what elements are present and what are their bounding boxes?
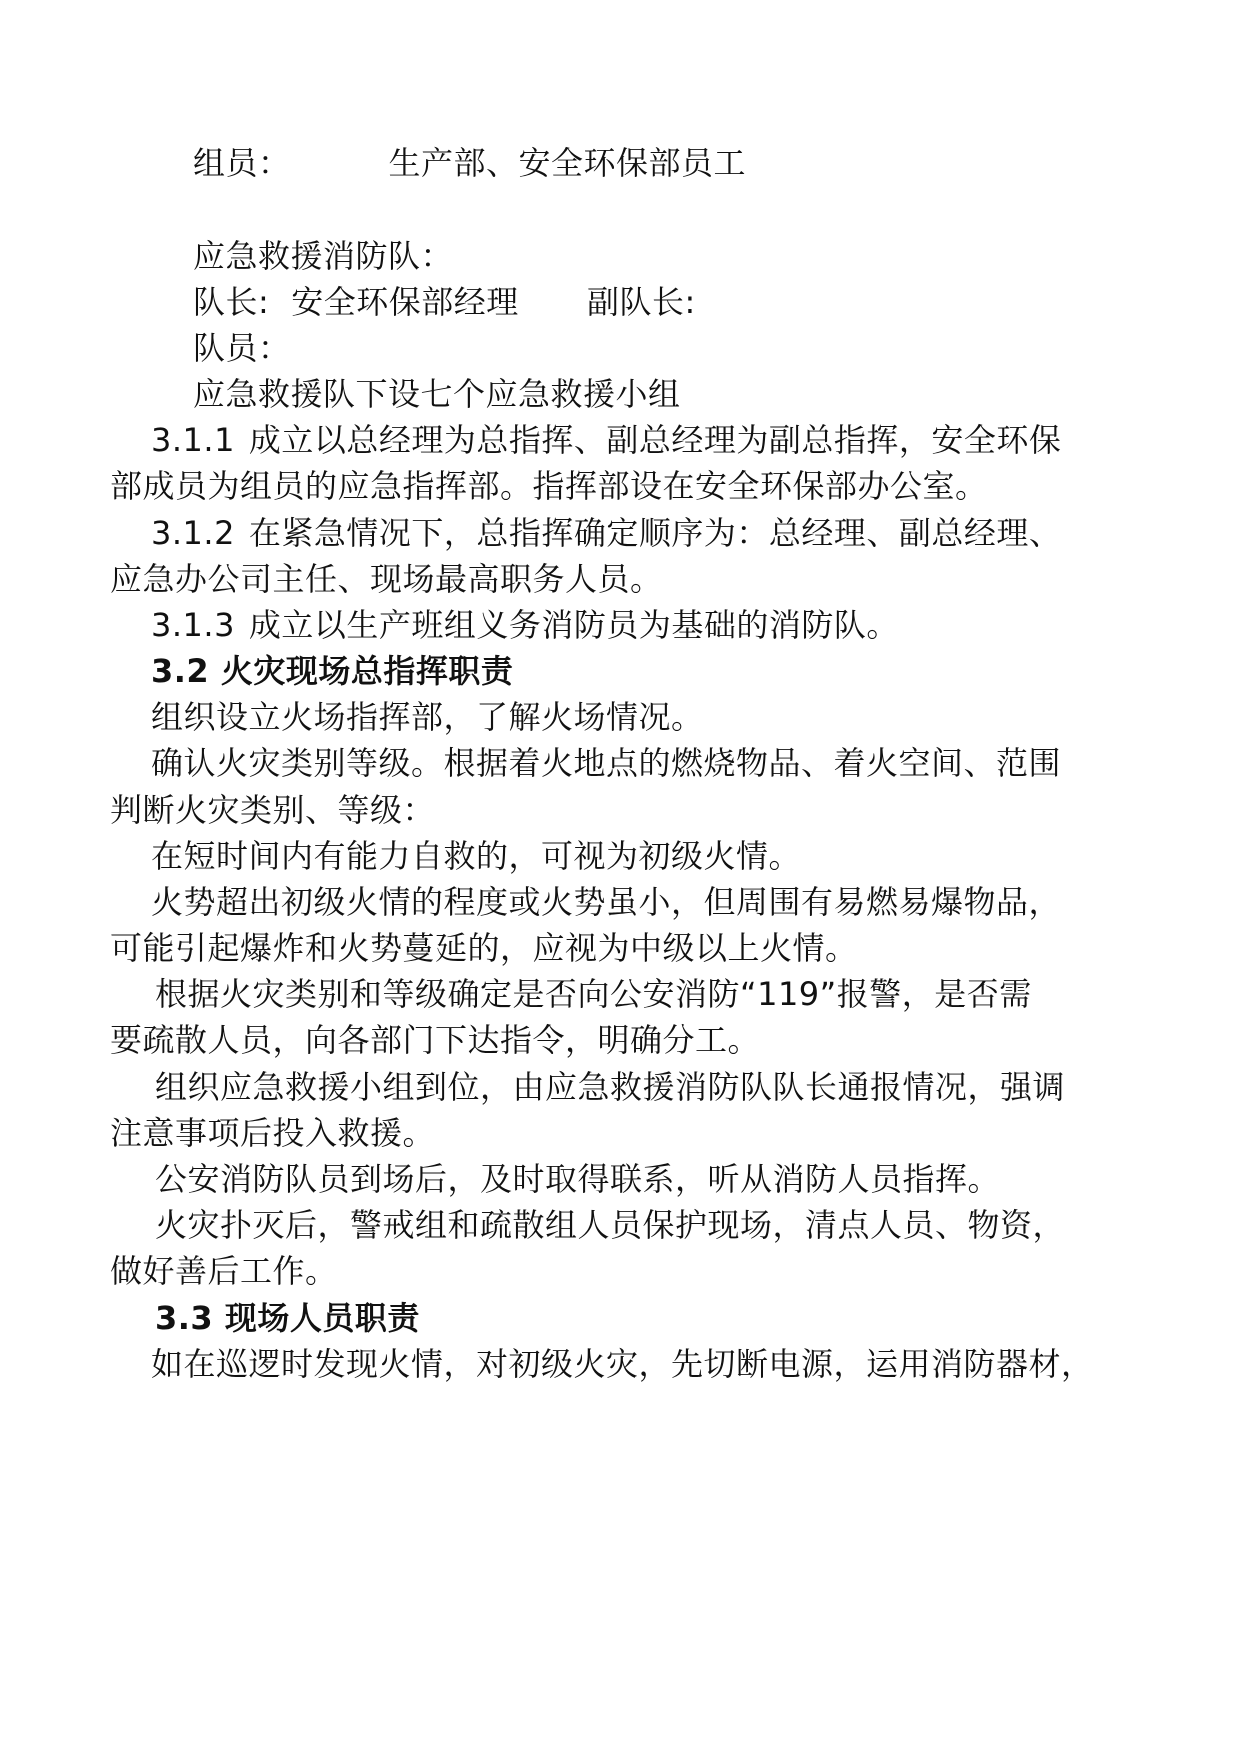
rescue-groups-text: 应急救援队下设七个应急救援小组 <box>193 375 681 413</box>
paragraph-line: 根据火灾类别和等级确定是否向公安消防“119”报警，是否需 <box>155 975 1032 1013</box>
section-3-1-1-line1: 3.1.1 成立以总经理为总指挥、副总经理为副总指挥，安全环保 <box>151 421 1062 459</box>
section-3-1-2-line1: 3.1.2 在紧急情况下，总指挥确定顺序为：总经理、副总经理、 <box>151 514 1062 552</box>
members-line <box>193 143 746 183</box>
section-3-1-2-line2: 应急办公司主任、现场最高职务人员。 <box>110 560 663 598</box>
paragraph-line: 火势超出初级火情的程度或火势虽小，但周围有易燃易爆物品， <box>151 883 1062 921</box>
section-3-1-3-number: 3.1.3 <box>151 606 235 644</box>
paragraph-line: 注意事项后投入救援。 <box>110 1114 436 1152</box>
section-heading-3-2: 3.2 火灾现场总指挥职责 <box>151 652 514 690</box>
section-3-1-2-number: 3.1.2 <box>151 514 235 552</box>
paragraph-line: 如在巡逻时发现火情，对初级火灾，先切断电源，运用消防器材， <box>151 1345 1094 1383</box>
section-3-1-1-line2: 部成员为组员的应急指挥部。指挥部设在安全环保部办公室。 <box>110 467 988 505</box>
paragraph-line: 可能引起爆炸和火势蔓延的，应视为中级以上火情。 <box>110 929 858 967</box>
section-3-1-3-line1: 3.1.3 成立以生产班组义务消防员为基础的消防队。 <box>151 606 899 644</box>
paragraph-line: 组织设立火场指挥部，了解火场情况。 <box>151 698 704 736</box>
vice-captain-label: 副队长: <box>587 283 696 321</box>
members-value: 生产部、安全环保部员工 <box>388 144 747 182</box>
paragraph-line: 公安消防队员到场后，及时取得联系，听从消防人员指挥。 <box>155 1160 1001 1198</box>
members-label: 组员： <box>193 144 291 182</box>
paragraph-line: 在短时间内有能力自救的，可视为初级火情。 <box>151 837 802 875</box>
paragraph-line: 判断火灾类别、等级： <box>110 791 436 829</box>
captain-label: 队长: <box>193 283 270 321</box>
paragraph-line: 确认火灾类别等级。根据着火地点的燃烧物品、着火空间、范围 <box>151 744 1062 782</box>
firefighting-team-title: 应急救援消防队： <box>193 237 454 275</box>
paragraph-line: 做好善后工作。 <box>110 1252 338 1290</box>
section-3-1-1-number: 3.1.1 <box>151 421 235 459</box>
captain-line <box>193 282 519 322</box>
team-members-label: 队员： <box>193 329 291 367</box>
section-heading-3-3: 3.3 现场人员职责 <box>155 1299 420 1337</box>
paragraph-line: 要疏散人员，向各部门下达指令，明确分工。 <box>110 1021 761 1059</box>
paragraph-line: 组织应急救援小组到位，由应急救援消防队队长通报情况，强调 <box>155 1068 1066 1106</box>
captain-value: 安全环保部经理 <box>291 283 519 321</box>
paragraph-line: 火灾扑灭后，警戒组和疏散组人员保护现场，清点人员、物资， <box>155 1206 1066 1244</box>
